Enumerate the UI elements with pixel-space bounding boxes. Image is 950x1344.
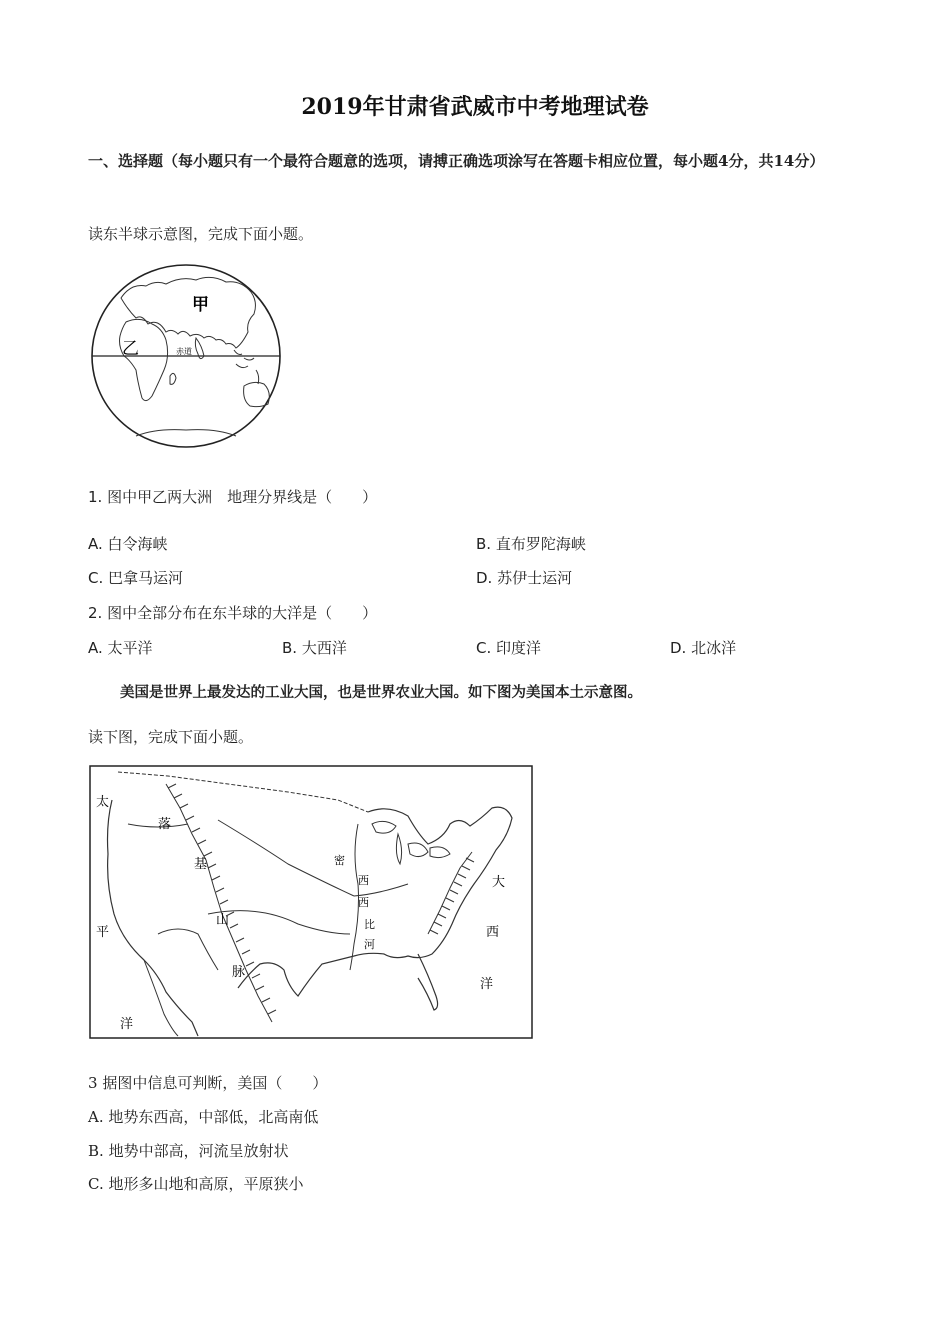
label-rocky-2: 基 (194, 857, 208, 872)
label-atlantic-1: 大 (492, 875, 506, 890)
eastern-hemisphere-map (86, 258, 286, 452)
q2-option-c[interactable] (476, 637, 541, 658)
q2-option-b-key: B. (282, 639, 298, 657)
q3-option-c-key: C. (88, 1175, 104, 1193)
q3-option-c-text: 地形多山地和高原，平原狭小 (108, 1175, 304, 1193)
label-rocky-3: 山 (216, 913, 230, 928)
q2-option-d-key: D. (670, 639, 687, 657)
eurasia-coast (121, 277, 255, 348)
q2-option-a[interactable] (88, 637, 153, 658)
q3-option-a-key: A. (88, 1108, 104, 1126)
q1-number: 1. (88, 488, 103, 506)
q1-option-c-key: C. (88, 569, 104, 587)
madagascar (170, 373, 176, 384)
label-pacific-3: 洋 (120, 1017, 134, 1032)
label-equator: 赤道 (176, 347, 192, 356)
q2-option-d-text: 北冰洋 (691, 639, 737, 657)
q2-number: 2. (88, 604, 103, 622)
q1-text: 图中甲乙两大洲 地理分界线是（ ） (107, 488, 378, 506)
q3-option-b-key: B. (88, 1142, 104, 1160)
q3-option-a-text: 地势东西高，中部低，北高南低 (108, 1108, 319, 1126)
q1-option-a-key: A. (88, 535, 103, 553)
intro-usa-read: 读下图，完成下面小题。 (88, 728, 254, 746)
islands (234, 350, 259, 384)
australia-coast (244, 382, 270, 406)
q2-text: 图中全部分布在东半球的大洋是（ ） (107, 604, 378, 622)
label-mississippi-3: 西 (358, 896, 369, 909)
question-2 (88, 602, 377, 623)
q1-option-d-text: 苏伊士运河 (497, 569, 573, 587)
q3-text: 据图中信息可判断，美国（ ） (102, 1074, 328, 1092)
label-mississippi-4: 比 (364, 918, 375, 931)
q2-option-a-key: A. (88, 639, 103, 657)
q3-number: 3 (88, 1074, 98, 1092)
q3-option-c[interactable] (88, 1173, 304, 1194)
q2-option-c-key: C. (476, 639, 492, 657)
label-yi: 乙 (122, 339, 139, 359)
antarctica-coast (136, 430, 236, 436)
q1-option-d-key: D. (476, 569, 493, 587)
q1-option-c[interactable] (88, 567, 183, 588)
q2-option-b[interactable] (282, 637, 347, 658)
q2-option-b-text: 大西洋 (301, 639, 347, 657)
label-mississippi-1: 密 (334, 854, 345, 867)
label-jia: 甲 (192, 295, 209, 315)
label-atlantic-2: 西 (486, 925, 500, 940)
usa-map (88, 764, 534, 1040)
label-atlantic-3: 洋 (480, 977, 494, 992)
q1-option-b-text: 直布罗陀海峡 (495, 535, 586, 553)
label-pacific-2: 平 (96, 925, 110, 940)
label-rocky-1: 落 (158, 817, 172, 832)
section-heading: 一、选择题（每小题只有一个最符合题意的选项，请搏正确选项涂写在答题卡相应位置，每小题4分，共14分） (88, 152, 825, 170)
q3-option-b-text: 地势中部高，河流呈放射状 (108, 1142, 289, 1160)
q1-option-c-text: 巴拿马运河 (108, 569, 184, 587)
q1-option-b-key: B. (476, 535, 492, 553)
q3-option-a[interactable] (88, 1106, 318, 1127)
q1-option-d[interactable] (476, 567, 572, 588)
q1-option-b[interactable] (476, 533, 586, 554)
intro-hemisphere: 读东半球示意图，完成下面小题。 (88, 225, 314, 243)
map-frame (90, 766, 532, 1038)
africa-coast (120, 319, 168, 400)
q2-option-c-text: 印度洋 (496, 639, 542, 657)
intro-usa: 美国是世界上最发达的工业大国，也是世界农业大国。如下图为美国本土示意图。 (120, 685, 642, 701)
label-mississippi-5: 河 (364, 938, 375, 951)
question-3 (88, 1072, 327, 1093)
label-rocky-4: 脉 (232, 965, 246, 980)
q2-option-a-text: 太平洋 (107, 639, 153, 657)
question-1 (88, 486, 377, 507)
q3-option-b[interactable] (88, 1140, 289, 1161)
q1-option-a[interactable] (88, 533, 168, 554)
label-mississippi-2: 西 (358, 874, 369, 887)
q1-option-a-text: 白令海峡 (107, 535, 168, 553)
page-title: 2019年甘肃省武威市中考地理试卷 (301, 94, 649, 120)
label-pacific-1: 太 (96, 795, 110, 810)
q2-option-d[interactable] (670, 637, 736, 658)
